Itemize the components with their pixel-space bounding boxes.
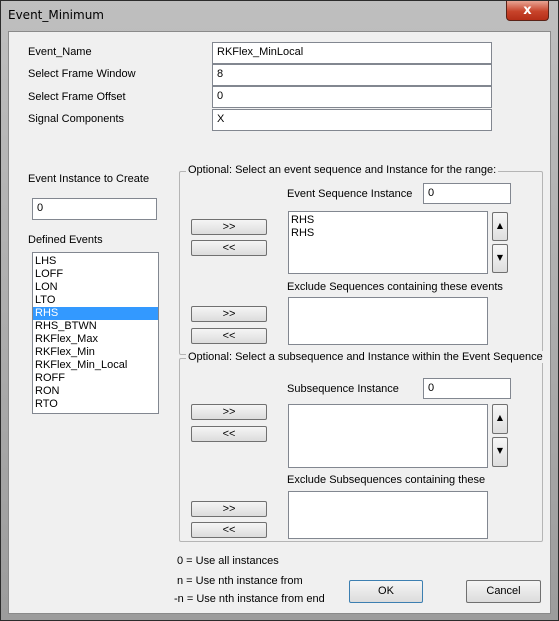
subsequence-instance-label: Subsequence Instance xyxy=(287,383,399,395)
exclude-subsequences-label: Exclude Subsequences containing these xyxy=(287,474,486,486)
list-item[interactable]: RHS xyxy=(291,214,315,226)
list-item[interactable]: LTO xyxy=(35,294,56,306)
frame-window-label: Select Frame Window xyxy=(28,68,136,80)
list-item[interactable]: RTO xyxy=(35,398,58,410)
subsequence-group-title: Optional: Select a subsequence and Instance within the Event Sequence xyxy=(188,351,543,363)
exclude-subsequences-list[interactable] xyxy=(288,491,488,539)
add-sequence-button[interactable]: >> xyxy=(191,219,267,235)
list-item[interactable]: RKFlex_Min_Local xyxy=(35,359,128,371)
list-item[interactable]: RHS xyxy=(291,227,315,239)
frame-window-input[interactable]: 8 xyxy=(212,64,492,86)
list-item[interactable]: LON xyxy=(35,281,58,293)
ok-button[interactable]: OK xyxy=(349,580,423,603)
legend-line-1: 0 = Use all instances xyxy=(177,555,279,567)
list-item[interactable]: RHS_BTWN xyxy=(35,320,97,332)
remove-sequence-button[interactable]: << xyxy=(191,240,267,256)
list-item[interactable]: RON xyxy=(35,385,60,397)
down-arrow-icon: ▼ xyxy=(496,446,504,455)
up-arrow-icon: ▲ xyxy=(496,413,504,422)
add-exclude-subsequence-button[interactable]: >> xyxy=(191,501,267,517)
subsequence-move-down-button[interactable] xyxy=(492,437,508,467)
event-instance-label: Event Instance to Create xyxy=(28,173,150,185)
subsequence-list[interactable] xyxy=(288,404,488,468)
window-title: Event_Minimum xyxy=(8,8,104,22)
sequence-move-down-button[interactable] xyxy=(492,244,508,273)
defined-events-list[interactable] xyxy=(32,252,159,414)
list-item[interactable]: LOFF xyxy=(35,268,64,280)
remove-subsequence-button[interactable]: << xyxy=(191,426,267,442)
cancel-button[interactable]: Cancel xyxy=(466,580,541,603)
exclude-sequences-label: Exclude Sequences containing these events xyxy=(287,281,503,293)
legend-line-3: -n = Use nth instance from end xyxy=(174,593,325,605)
dialog-body xyxy=(8,31,551,614)
event-name-input[interactable]: RKFlex_MinLocal xyxy=(212,42,492,64)
frame-offset-input[interactable]: 0 xyxy=(212,86,492,108)
signal-components-input[interactable]: X xyxy=(212,109,492,131)
sequence-instance-label: Event Sequence Instance xyxy=(287,188,413,200)
close-button[interactable] xyxy=(506,1,549,21)
subsequence-move-up-button[interactable] xyxy=(492,404,508,434)
legend-line-2: n = Use nth instance from xyxy=(177,575,303,587)
up-arrow-icon: ▲ xyxy=(496,221,504,230)
event-instance-input[interactable]: 0 xyxy=(32,198,157,220)
exclude-sequences-list[interactable] xyxy=(288,297,488,345)
list-item[interactable]: RKFlex_Max xyxy=(35,333,98,345)
title-bar[interactable] xyxy=(1,1,558,31)
add-subsequence-button[interactable]: >> xyxy=(191,404,267,420)
list-item[interactable]: LHS xyxy=(35,255,57,267)
sequence-list[interactable] xyxy=(288,211,488,274)
list-item[interactable]: ROFF xyxy=(35,372,65,384)
signal-components-label: Signal Components xyxy=(28,113,125,125)
subsequence-instance-input[interactable]: 0 xyxy=(423,378,511,399)
defined-events-label: Defined Events xyxy=(28,234,103,246)
remove-exclude-subsequence-button[interactable]: << xyxy=(191,522,267,538)
add-exclude-sequence-button[interactable]: >> xyxy=(191,306,267,322)
sequence-move-up-button[interactable] xyxy=(492,212,508,241)
sequence-group-title: Optional: Select an event sequence and Instance for the range: xyxy=(188,164,497,176)
close-icon: x xyxy=(523,3,532,18)
list-item[interactable]: RKFlex_Min xyxy=(35,346,95,358)
event-name-label: Event_Name xyxy=(28,46,92,58)
sequence-instance-input[interactable]: 0 xyxy=(423,183,511,204)
remove-exclude-sequence-button[interactable]: << xyxy=(191,328,267,344)
down-arrow-icon: ▼ xyxy=(496,253,504,262)
list-item-selected[interactable]: RHS xyxy=(33,307,158,320)
frame-offset-label: Select Frame Offset xyxy=(28,91,126,103)
